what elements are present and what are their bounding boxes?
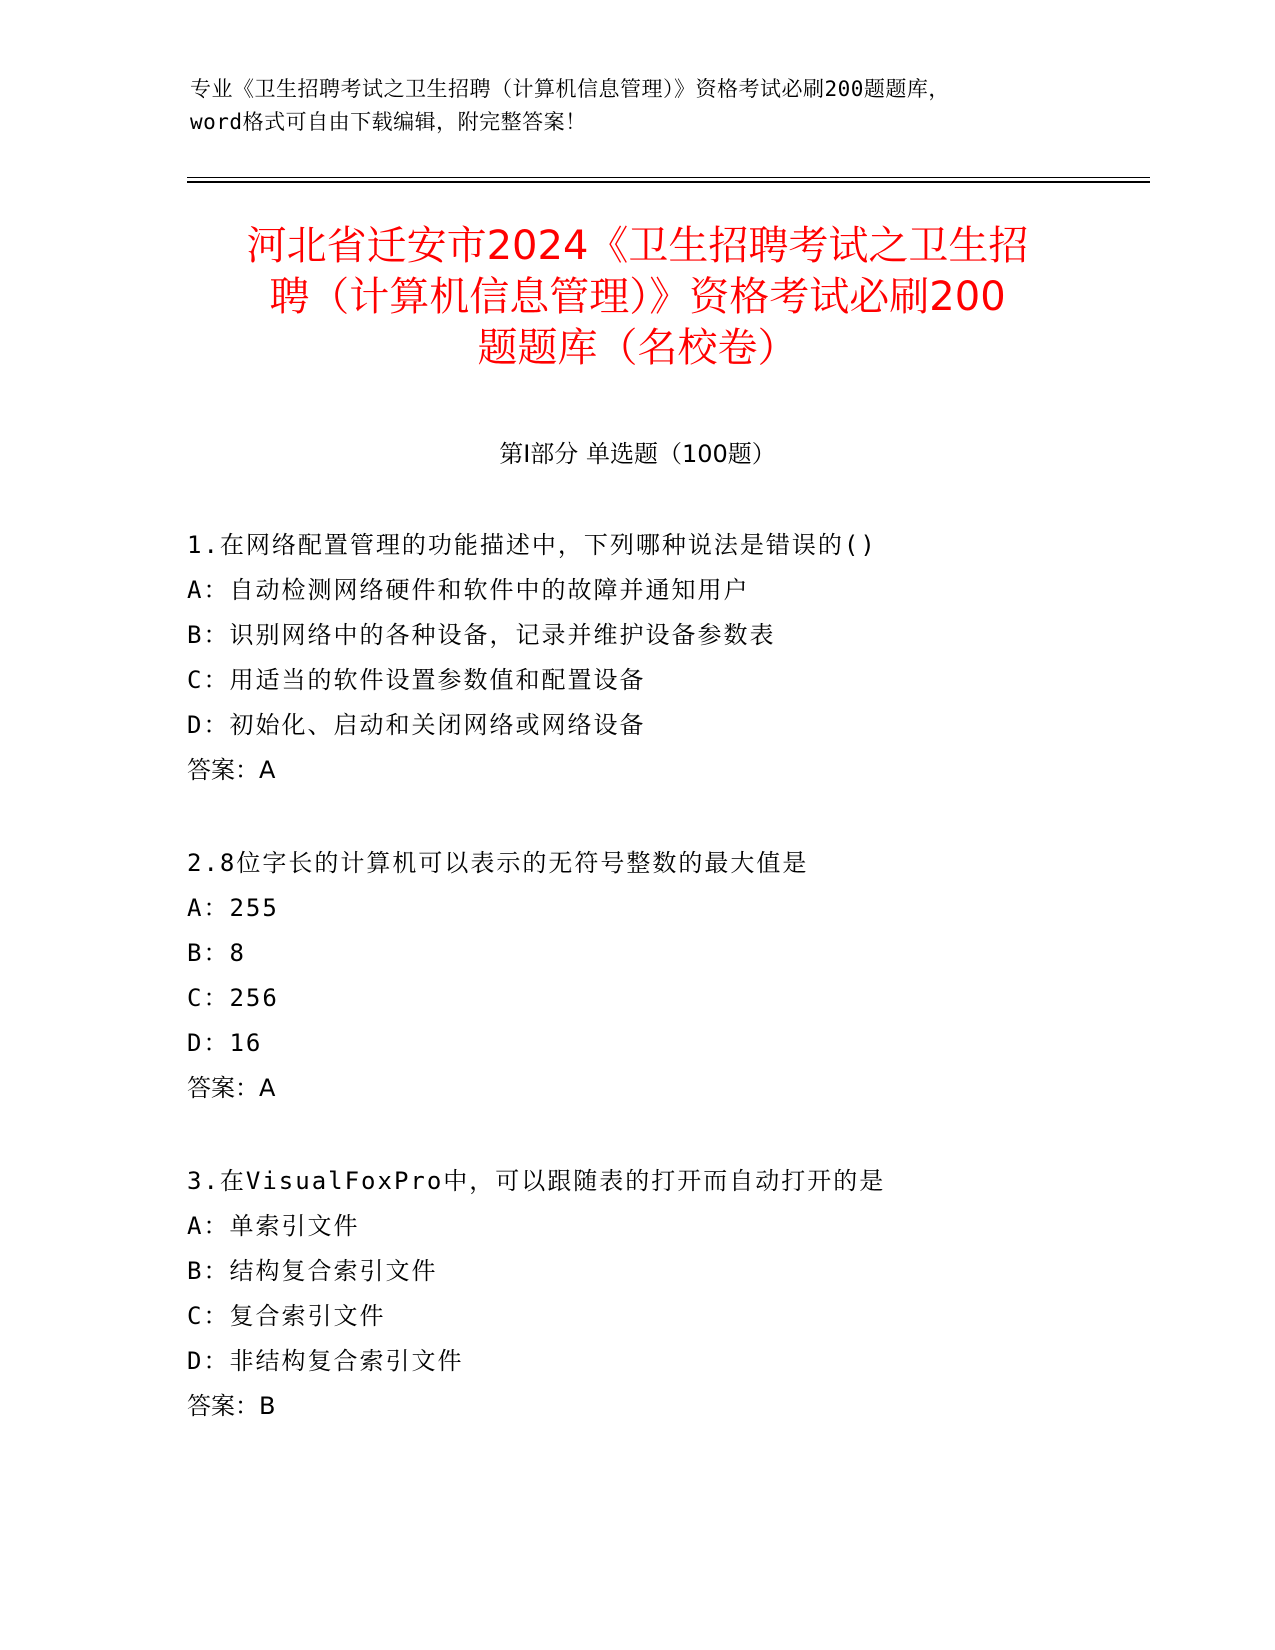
intro-line-2: word格式可自由下载编辑，附完整答案！: [190, 110, 587, 134]
option-a: A：单索引文件: [187, 1212, 360, 1240]
option-c: C：256: [187, 984, 279, 1012]
option-a: A：自动检测网络硬件和软件中的故障并通知用户: [187, 576, 750, 604]
option-c: C：复合索引文件: [187, 1302, 386, 1330]
option-d: D：16: [187, 1029, 263, 1057]
section-heading: 第Ⅰ部分 单选题（100题）: [499, 440, 776, 468]
title-line-1: 河北省迁安市2024《卫生招聘考试之卫生招: [246, 223, 1029, 269]
answer-text: 答案：B: [187, 1392, 276, 1420]
intro-line-1: 专业《卫生招聘考试之卫生招聘（计算机信息管理）》资格考试必刷200题题库，: [190, 77, 950, 101]
option-b: B：8: [187, 939, 246, 967]
option-a: A：255: [187, 894, 279, 922]
answer-text: 答案：A: [187, 1074, 276, 1102]
document-title: [150, 221, 1125, 374]
header-divider-thin: [187, 177, 1150, 178]
option-b: B：结构复合索引文件: [187, 1257, 438, 1285]
intro-text: [190, 73, 1110, 139]
question-1: [187, 523, 1187, 793]
option-c: C：用适当的软件设置参数值和配置设备: [187, 666, 646, 694]
title-line-2: 聘（计算机信息管理）》资格考试必刷200: [269, 274, 1006, 320]
question-text: 2.8位字长的计算机可以表示的无符号整数的最大值是: [187, 849, 809, 877]
title-line-3: 题题库（名校卷）: [477, 325, 798, 371]
header-divider-thick: [187, 181, 1150, 183]
question-text: 1.在网络配置管理的功能描述中，下列哪种说法是错误的(): [187, 531, 877, 559]
question-2: [187, 841, 1187, 1111]
option-b: B：识别网络中的各种设备，记录并维护设备参数表: [187, 621, 776, 649]
answer-text: 答案：A: [187, 756, 276, 784]
question-3: [187, 1159, 1187, 1429]
question-text: 3.在VisualFoxPro中，可以跟随表的打开而自动打开的是: [187, 1167, 886, 1195]
option-d: D：非结构复合索引文件: [187, 1347, 464, 1375]
option-d: D：初始化、启动和关闭网络或网络设备: [187, 711, 646, 739]
